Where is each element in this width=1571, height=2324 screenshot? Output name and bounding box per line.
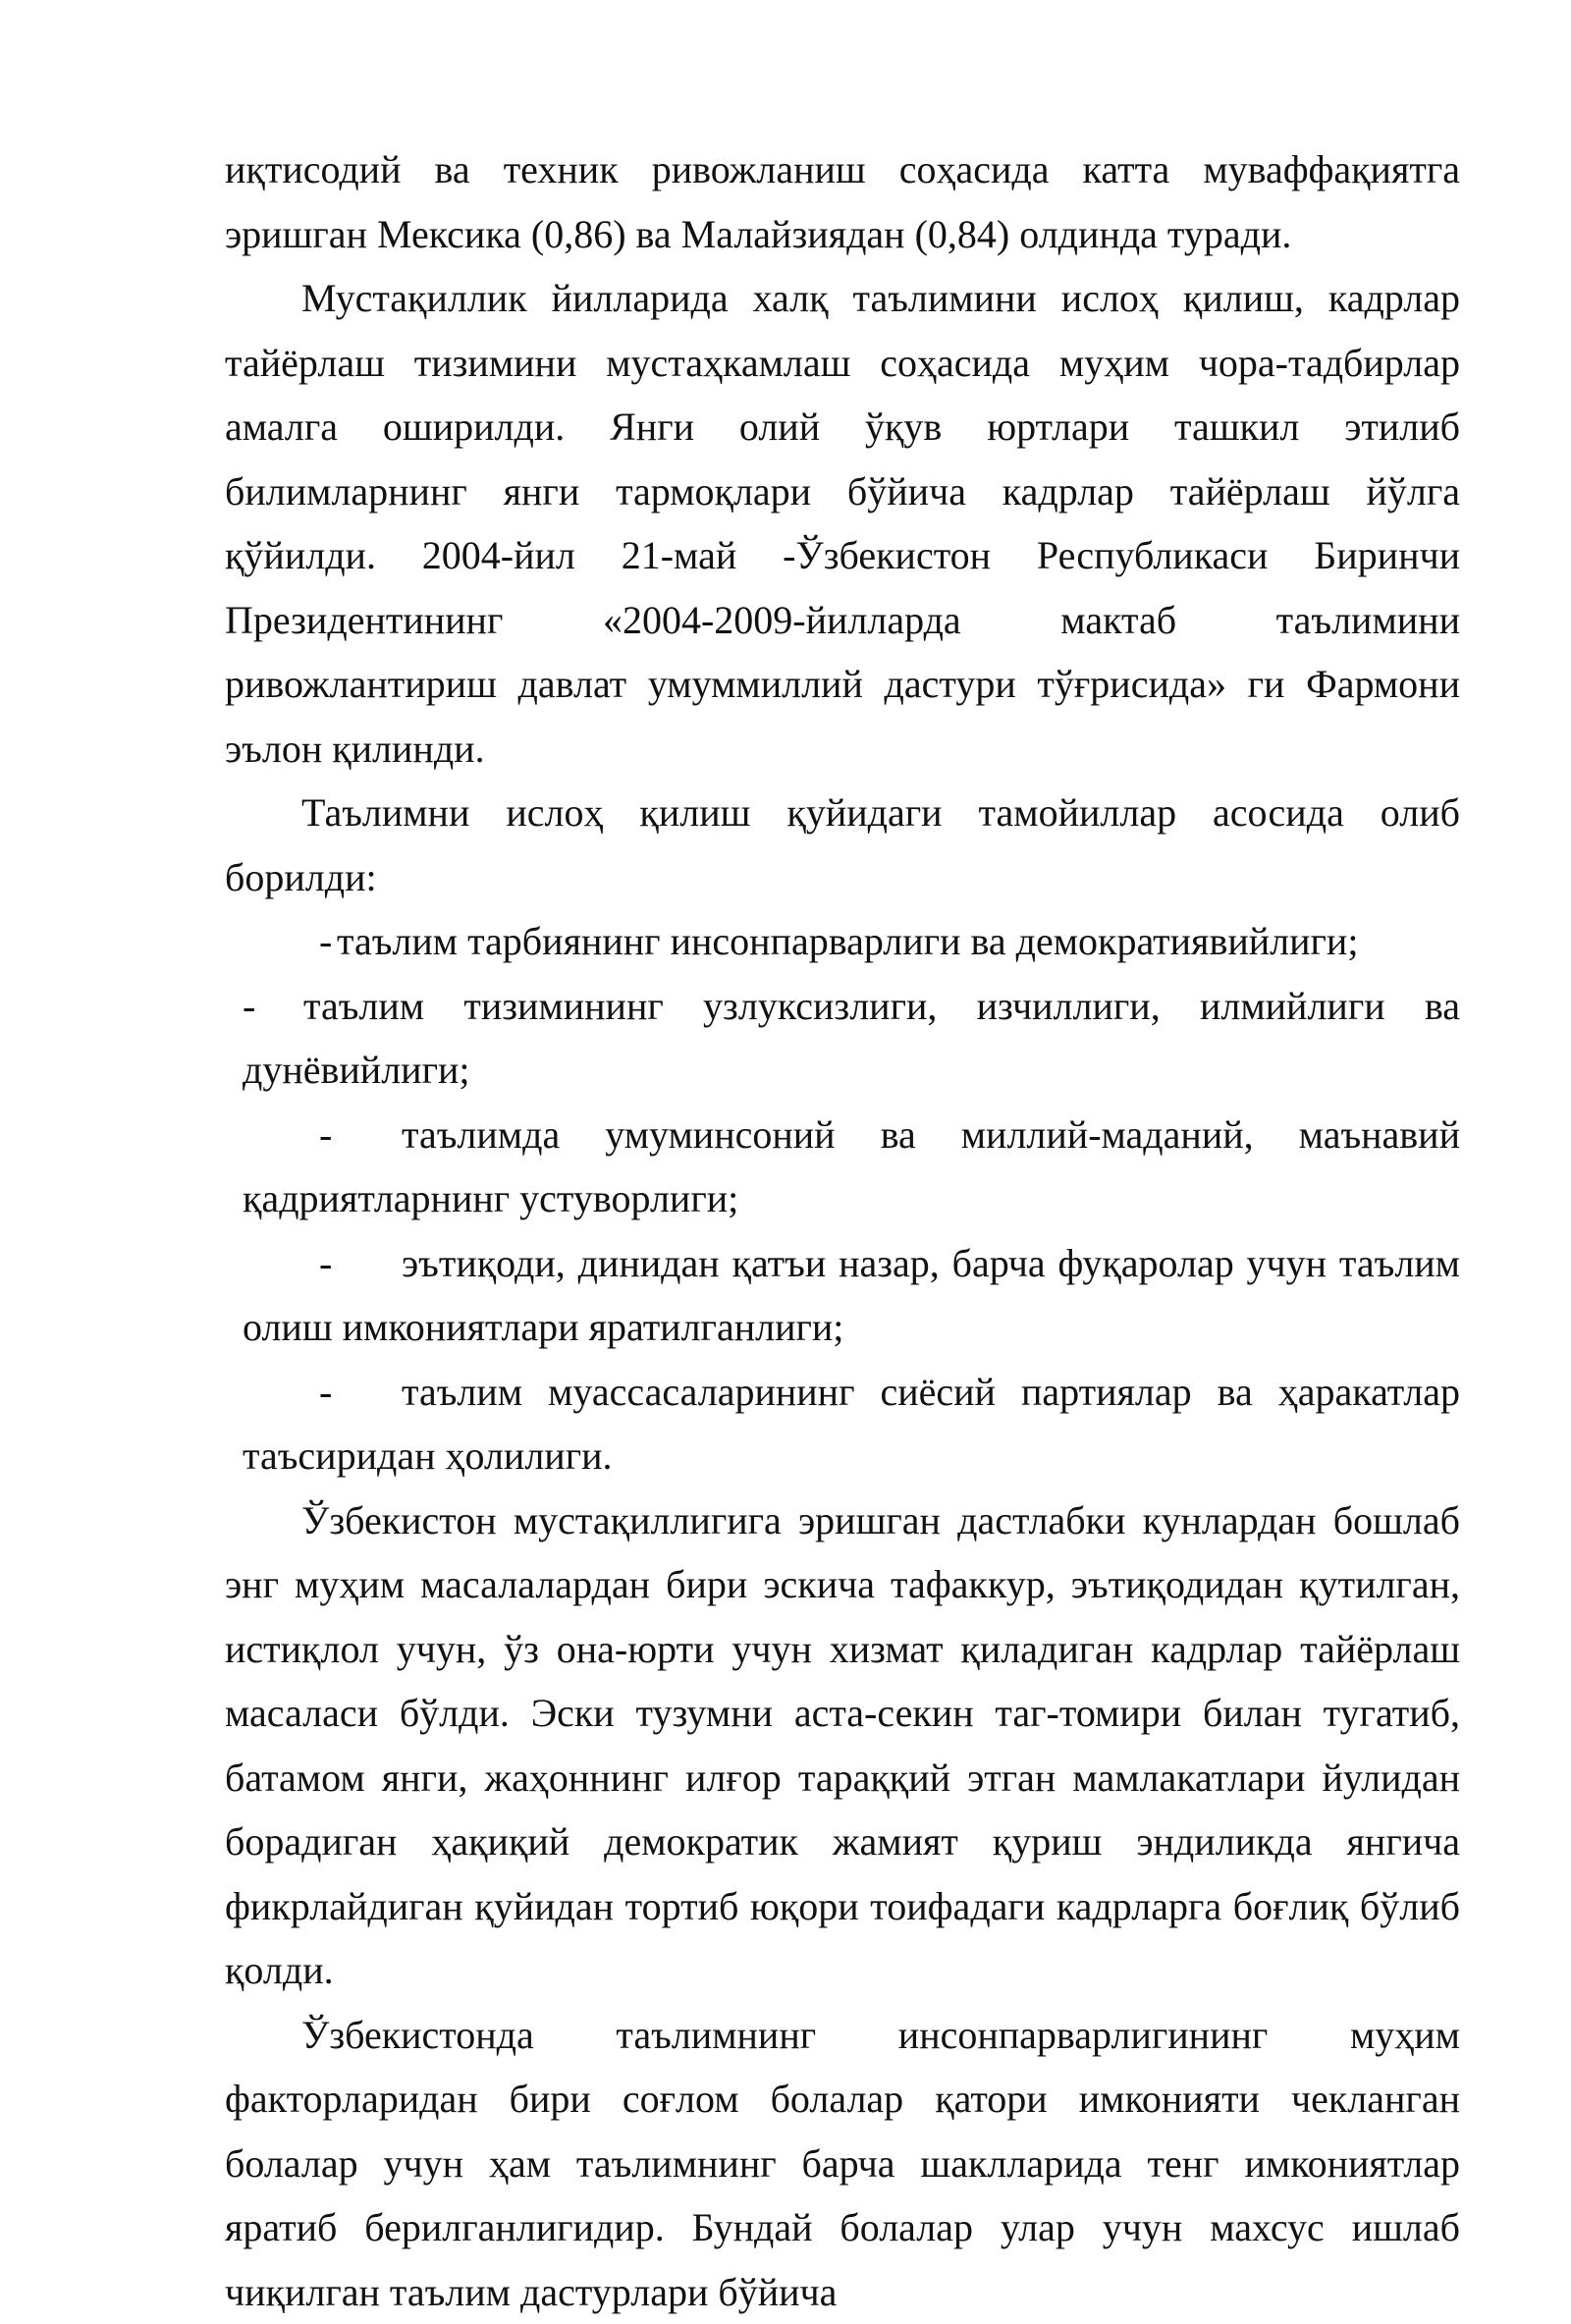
paragraph-inclusive-education: Ўзбекистонда таълимнинг инсонпарварлигининг муҳим факторларидан бири соғлом болалар қатори имконияти чекланган болалар учун ҳам таълимнинг барча шаклларида тенг имкониятлар яратиб берилганлигидир. Бундай болалар улар учун махсус ишлаб чиқилган таълим дастурлари бўйича (225, 2003, 1460, 2324)
document-page (225, 137, 1460, 2324)
list-dash: - (319, 909, 337, 974)
principles-list (225, 909, 1460, 1488)
list-item-text: таълим муассасаларининг сиёсий партиялар ва ҳаракатлар таъсиридан ҳолилиги. (243, 1370, 1460, 1479)
paragraph-education-reform: Мустақиллик йилларида халқ таълимини ислоҳ қилиш, кадрлар тайёрлаш тизимини мустаҳкамлаш соҳасида муҳим чора-тадбирлар амалга оширилди. Янги олий ўқув юртлари ташкил этилиб билимларнинг янги тармоқлари бўйича кадрлар тайёрлаш йўлга қўйилди. 2004-йил 21-май -Ўзбекистон Республикаси Биринчи Президентининг «2004-2009-йилларда мактаб таълимини ривожлантириш давлат умуммиллий дастури тўғрисида» ги Фармони эълон қилинди. (225, 266, 1460, 781)
paragraph-independence-cadres: Ўзбекистон мустақиллигига эришган дастлабки кунлардан бошлаб энг муҳим масалалардан бири эскича тафаккур, эътиқодидан қутилган, истиқлол учун, ўз она-юрти учун хизмат қиладиган кадрлар тайёрлаш масаласи бўлди. Эски тузумни аста-секин таг-томири билан тугатиб, батамом янги, жаҳоннинг илғор тараққий этган мамлакатлари йулидан борадиган ҳақиқий демократик жамият қуриш эндиликда янгича фикрлайдиган қуйидан тортиб юқори тоифадаги кадрларга боғлиқ бўлиб қолди. (225, 1488, 1460, 2003)
list-dash: - (243, 1103, 402, 1167)
list-item-text: таълим тизимининг узлуксизлиги, изчиллиги, илмийлиги ва дунёвийлиги; (243, 984, 1460, 1093)
list-dash: - (243, 1360, 402, 1425)
list-item (225, 1231, 1460, 1360)
paragraph-intro-continuation: иқтисодий ва техник ривожланиш соҳасида катта муваффақиятга эришган Мексика (0,86) ва Малайзиядан (0,84) олдинда туради. (225, 137, 1460, 266)
list-item (225, 1103, 1460, 1231)
list-dash: - (243, 1231, 402, 1296)
list-dash: - (243, 974, 303, 1039)
list-item-text: таълим тарбиянинг инсонпарварлиги ва демократиявийлиги; (337, 919, 1358, 963)
list-item-text: эътиқоди, динидан қатъи назар, барча фуқаролар учун таълим олиш имкониятлари яратилганлиги; (243, 1241, 1460, 1350)
paragraph-principles-heading: Таълимни ислоҳ қилиш қуйидаги тамойиллар асосида олиб борилди: (225, 781, 1460, 909)
list-item (225, 909, 1460, 974)
list-item-text: таълимда умуминсоний ва миллий-маданий, маънавий қадриятларнинг устуворлиги; (243, 1112, 1460, 1221)
list-item (225, 974, 1460, 1103)
list-item (225, 1360, 1460, 1488)
